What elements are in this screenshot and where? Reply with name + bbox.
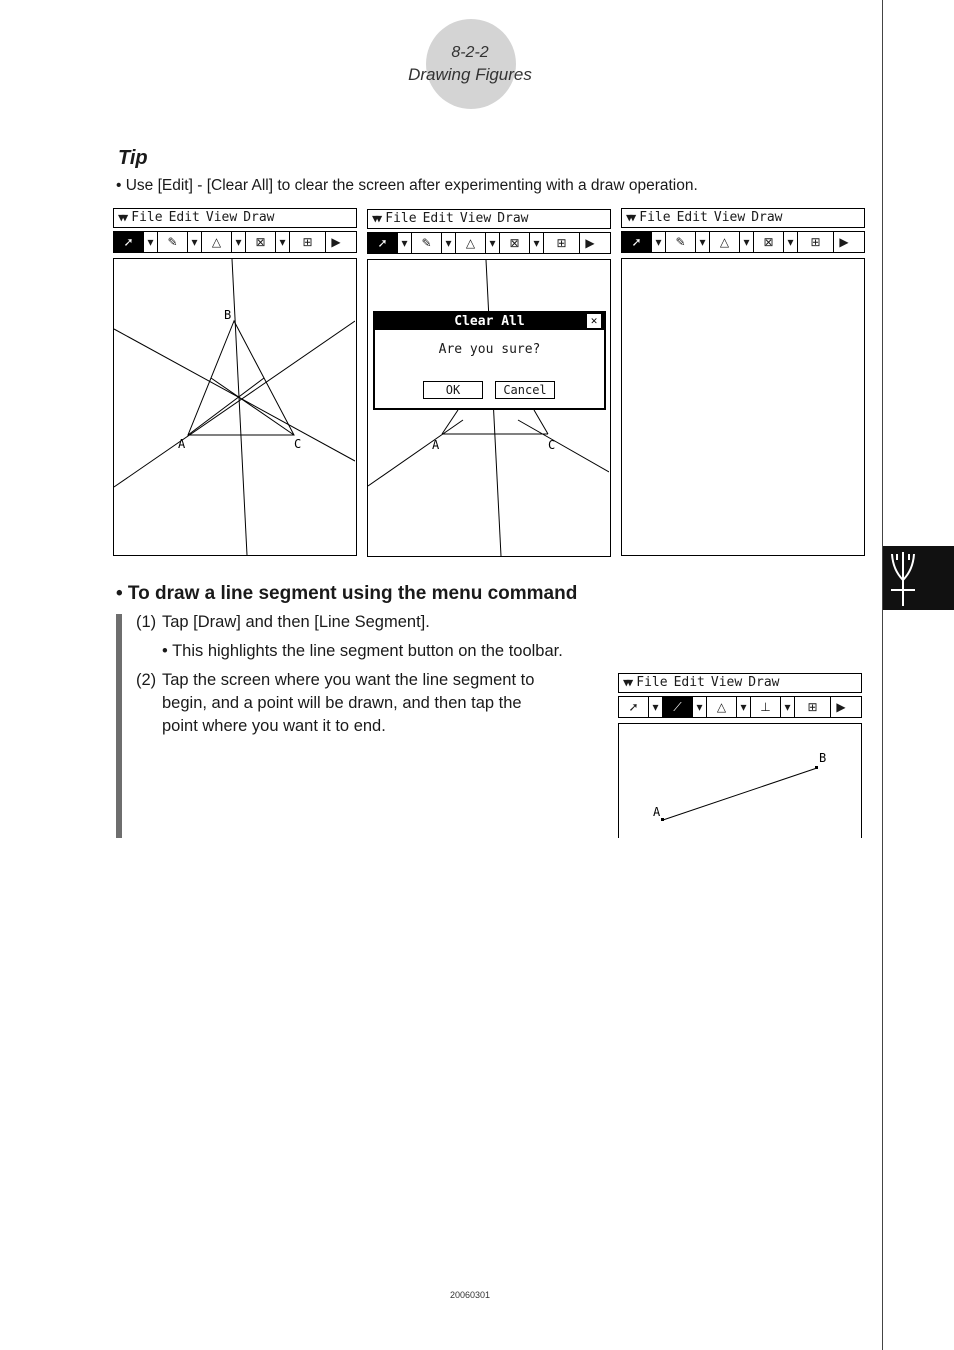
menu-edit[interactable]: Edit [168, 210, 200, 225]
menu-down-icon[interactable]: ▼▼ [372, 212, 380, 225]
geometry-chapter-icon [883, 546, 954, 610]
tip-text: • Use [Edit] - [Clear All] to clear the screen after experimenting with a draw operation. [116, 177, 698, 194]
line-segment-tool-icon[interactable]: ⟋ [663, 697, 693, 717]
footer-code: 20060301 [449, 1290, 491, 1300]
triangle-tool-icon[interactable]: △ [707, 697, 737, 717]
calc-screen-cleared [621, 208, 865, 556]
dialog-message: Are you sure? [438, 342, 541, 357]
pointer-tool-icon[interactable]: ➚ [114, 232, 144, 252]
drawing-area[interactable] [621, 258, 865, 556]
menu-file[interactable]: File [639, 210, 671, 225]
construct-tool-icon[interactable]: ⊠ [500, 233, 530, 253]
dropdown-arrow-icon[interactable]: ▾ [442, 233, 456, 253]
menu-down-icon[interactable]: ▼▼ [118, 211, 126, 224]
dropdown-arrow-icon[interactable]: ▾ [652, 232, 666, 252]
section-bar [116, 614, 122, 838]
pen-tool-icon[interactable]: ✎ [158, 232, 188, 252]
section-heading: • To draw a line segment using the menu command [116, 583, 578, 604]
menu-draw[interactable]: Draw [751, 210, 783, 225]
menu-view[interactable]: View [713, 210, 746, 225]
dropdown-arrow-icon[interactable]: ▾ [188, 232, 202, 252]
page-title: Drawing Figures [408, 65, 532, 84]
triangle-tool-icon[interactable]: △ [710, 232, 740, 252]
grid-tool-icon[interactable]: ⊞ [544, 233, 580, 253]
dropdown-arrow-icon[interactable]: ▾ [276, 232, 290, 252]
menu-edit[interactable]: Edit [676, 210, 708, 225]
pointer-tool-icon[interactable]: ➚ [368, 233, 398, 253]
triangle-tool-icon[interactable]: △ [202, 232, 232, 252]
dropdown-arrow-icon[interactable]: ▾ [398, 233, 412, 253]
construct-tool-icon[interactable]: ⊠ [246, 232, 276, 252]
menu-view[interactable]: View [710, 675, 743, 690]
calc-screen-triangle [113, 208, 357, 556]
dropdown-arrow-icon[interactable]: ▾ [740, 232, 754, 252]
calc-screen-clear-dialog [367, 209, 611, 557]
grid-tool-icon[interactable]: ⊞ [798, 232, 834, 252]
triangle-tool-icon[interactable]: △ [456, 233, 486, 253]
step-2-line-3: point where you want it to end. [162, 717, 386, 735]
scroll-right-icon[interactable]: ▶ [585, 236, 595, 250]
page-number: 8-2-2 [451, 44, 489, 61]
drawing-area[interactable] [618, 723, 862, 838]
tip-heading: Tip [118, 147, 148, 169]
drawing-area[interactable] [113, 258, 357, 556]
grid-tool-icon[interactable]: ⊞ [290, 232, 326, 252]
dropdown-arrow-icon[interactable]: ▾ [696, 232, 710, 252]
dropdown-arrow-icon[interactable]: ▾ [144, 232, 158, 252]
step-2-line-2: begin, and a point will be drawn, and then tap the [162, 694, 522, 712]
dropdown-arrow-icon[interactable]: ▾ [486, 233, 500, 253]
step-1-text: Tap [Draw] and then [Line Segment]. [162, 613, 430, 631]
pointer-tool-icon[interactable]: ➚ [622, 232, 652, 252]
point-b-label: B [819, 751, 827, 765]
drawing-area[interactable] [367, 259, 611, 557]
clear-all-dialog [373, 311, 606, 410]
menu-bar [621, 208, 865, 228]
triangle-figure [114, 259, 355, 555]
menu-bar [618, 673, 862, 693]
menu-draw[interactable]: Draw [243, 210, 275, 225]
calc-screen-line-segment [618, 673, 862, 838]
cancel-button[interactable]: Cancel [495, 381, 555, 399]
menu-edit[interactable]: Edit [673, 675, 705, 690]
pen-tool-icon[interactable]: ✎ [666, 232, 696, 252]
pen-tool-icon[interactable]: ✎ [412, 233, 442, 253]
menu-draw[interactable]: Draw [748, 675, 780, 690]
menu-edit[interactable]: Edit [422, 211, 454, 226]
step-1-note: • This highlights the line segment button on the toolbar. [162, 642, 563, 660]
ok-button[interactable]: OK [423, 381, 483, 399]
dropdown-arrow-icon[interactable]: ▾ [784, 232, 798, 252]
toolbar [113, 231, 357, 253]
dialog-title: Clear All [454, 314, 525, 329]
menu-draw[interactable]: Draw [497, 211, 529, 226]
point-a-label: A [432, 438, 440, 452]
step-1-number: (1) [136, 613, 157, 631]
menu-file[interactable]: File [385, 211, 417, 226]
construct-tool-icon[interactable]: ⊠ [754, 232, 784, 252]
menu-view[interactable]: View [459, 211, 492, 226]
point-a-label: A [653, 805, 661, 819]
dropdown-arrow-icon[interactable]: ▾ [530, 233, 544, 253]
menu-down-icon[interactable]: ▼▼ [626, 211, 634, 224]
dropdown-arrow-icon[interactable]: ▾ [781, 697, 795, 717]
point-c-label: C [294, 437, 302, 451]
toolbar [618, 696, 862, 718]
toolbar [367, 232, 611, 254]
menu-bar [113, 208, 357, 228]
dropdown-arrow-icon[interactable]: ▾ [737, 697, 751, 717]
dropdown-arrow-icon[interactable]: ▾ [693, 697, 707, 717]
close-icon[interactable]: ✕ [587, 314, 601, 328]
pointer-tool-icon[interactable]: ➚ [619, 697, 649, 717]
menu-file[interactable]: File [131, 210, 163, 225]
dropdown-arrow-icon[interactable]: ▾ [649, 697, 663, 717]
toolbar [621, 231, 865, 253]
point-a-label: A [178, 437, 186, 451]
scroll-right-icon[interactable]: ▶ [839, 235, 849, 249]
menu-file[interactable]: File [636, 675, 668, 690]
chapter-tab [883, 546, 954, 610]
menu-down-icon[interactable]: ▼▼ [623, 676, 631, 689]
header-circle [426, 19, 516, 109]
point-c-label: C [548, 438, 556, 452]
menu-view[interactable]: View [205, 210, 238, 225]
dropdown-arrow-icon[interactable]: ▾ [232, 232, 246, 252]
perpendicular-tool-icon[interactable]: ⊥ [751, 697, 781, 717]
menu-bar [367, 209, 611, 229]
scroll-right-icon[interactable]: ▶ [331, 235, 341, 249]
point-b-label: B [224, 308, 232, 322]
scroll-right-icon[interactable]: ▶ [836, 700, 846, 714]
grid-tool-icon[interactable]: ⊞ [795, 697, 831, 717]
margin-line [882, 0, 883, 1350]
step-2-number: (2) [136, 671, 157, 689]
step-2-line-1: Tap the screen where you want the line segment to [162, 671, 535, 689]
line-segment-figure [619, 724, 860, 838]
